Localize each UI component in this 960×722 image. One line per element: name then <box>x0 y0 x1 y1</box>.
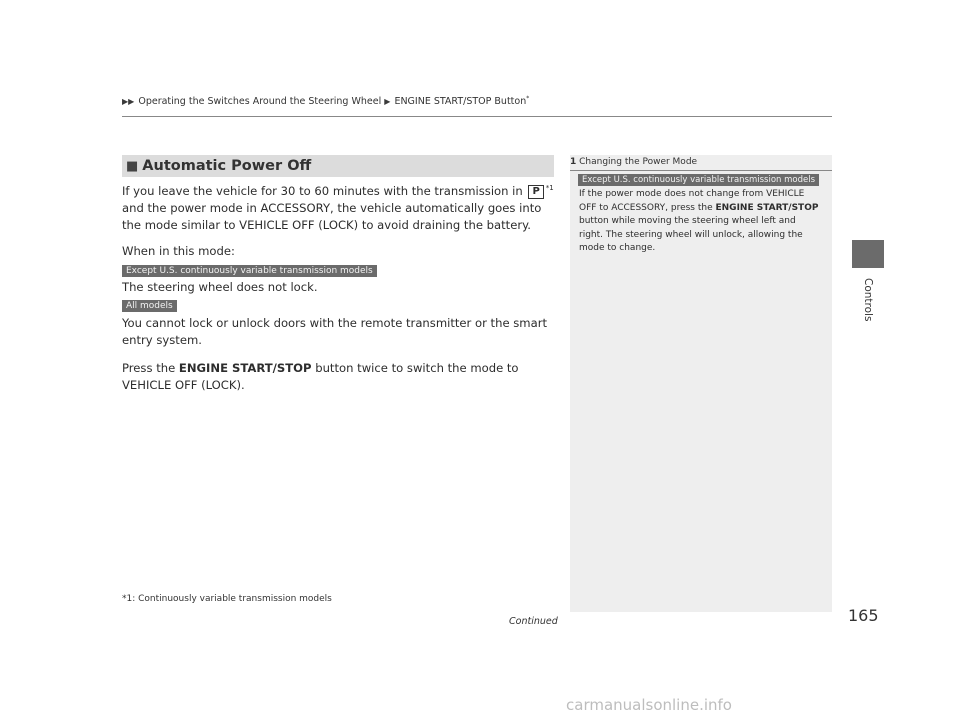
gear-p-symbol: P <box>528 185 543 199</box>
section-heading <box>122 155 554 177</box>
sidebar-model-tag: Except U.S. continuously variable transmission models <box>578 174 819 186</box>
sidebar-heading: 1 Changing the Power Mode <box>570 157 698 167</box>
note-marker: 1 <box>570 157 577 167</box>
side-tab-label[interactable]: Controls <box>862 278 874 322</box>
page-number: 165 <box>848 606 879 625</box>
continued-label: Continued <box>509 616 558 627</box>
sidebar-button-name: ENGINE START/STOP <box>715 202 819 213</box>
side-tab-marker <box>852 240 884 268</box>
footnote-ref[interactable]: *1 <box>545 184 554 192</box>
model-tag-except: Except U.S. continuously variable transmission models <box>122 265 377 277</box>
breadcrumb <box>122 95 529 107</box>
sidebar-divider <box>570 170 832 171</box>
square-bullet-icon: ■ <box>126 158 139 174</box>
sidebar-text: If the power mode does not change from VEHICLE OFF to ACCESSORY, press the ENGINE START/STOP button while moving the steering wheel left and right. The steering wheel will unlock, allowing the mode to change. <box>579 189 819 253</box>
breadcrumb-item[interactable]: Operating the Switches Around the Steering Wheel <box>138 96 382 108</box>
breadcrumb-mark: * <box>526 95 530 102</box>
paragraph-intro: If you leave the vehicle for 30 to 60 minutes with the transmission in P $^{*1}$ and the power mode in ACCESSORY, the vehicle automatically goes into the mode similar to VEHICLE OFF (LOCK) to avoid draining the battery. <box>122 184 554 232</box>
footnote: *1: Continuously variable transmission models <box>122 594 332 604</box>
paragraph-press: Press the ENGINE START/STOP button twice to switch the mode to VEHICLE OFF (LOCK). <box>122 361 519 392</box>
double-arrow-icon: ▶▶ <box>122 97 135 107</box>
button-name: ENGINE START/STOP <box>178 361 312 375</box>
model-tag-all: All models <box>122 300 177 312</box>
arrow-icon: ▶ <box>384 97 391 107</box>
paragraph-doors: You cannot lock or unlock doors with the remote transmitter or the smart entry system. <box>122 316 548 347</box>
header-divider <box>122 116 832 117</box>
breadcrumb-item-current[interactable]: ENGINE START/STOP Button <box>394 96 527 108</box>
watermark: carmanualsonline.info <box>566 696 732 714</box>
section-title: Automatic Power Off <box>142 158 312 174</box>
paragraph-steering: The steering wheel does not lock. <box>122 280 318 294</box>
paragraph-mode: When in this mode: <box>122 244 235 258</box>
